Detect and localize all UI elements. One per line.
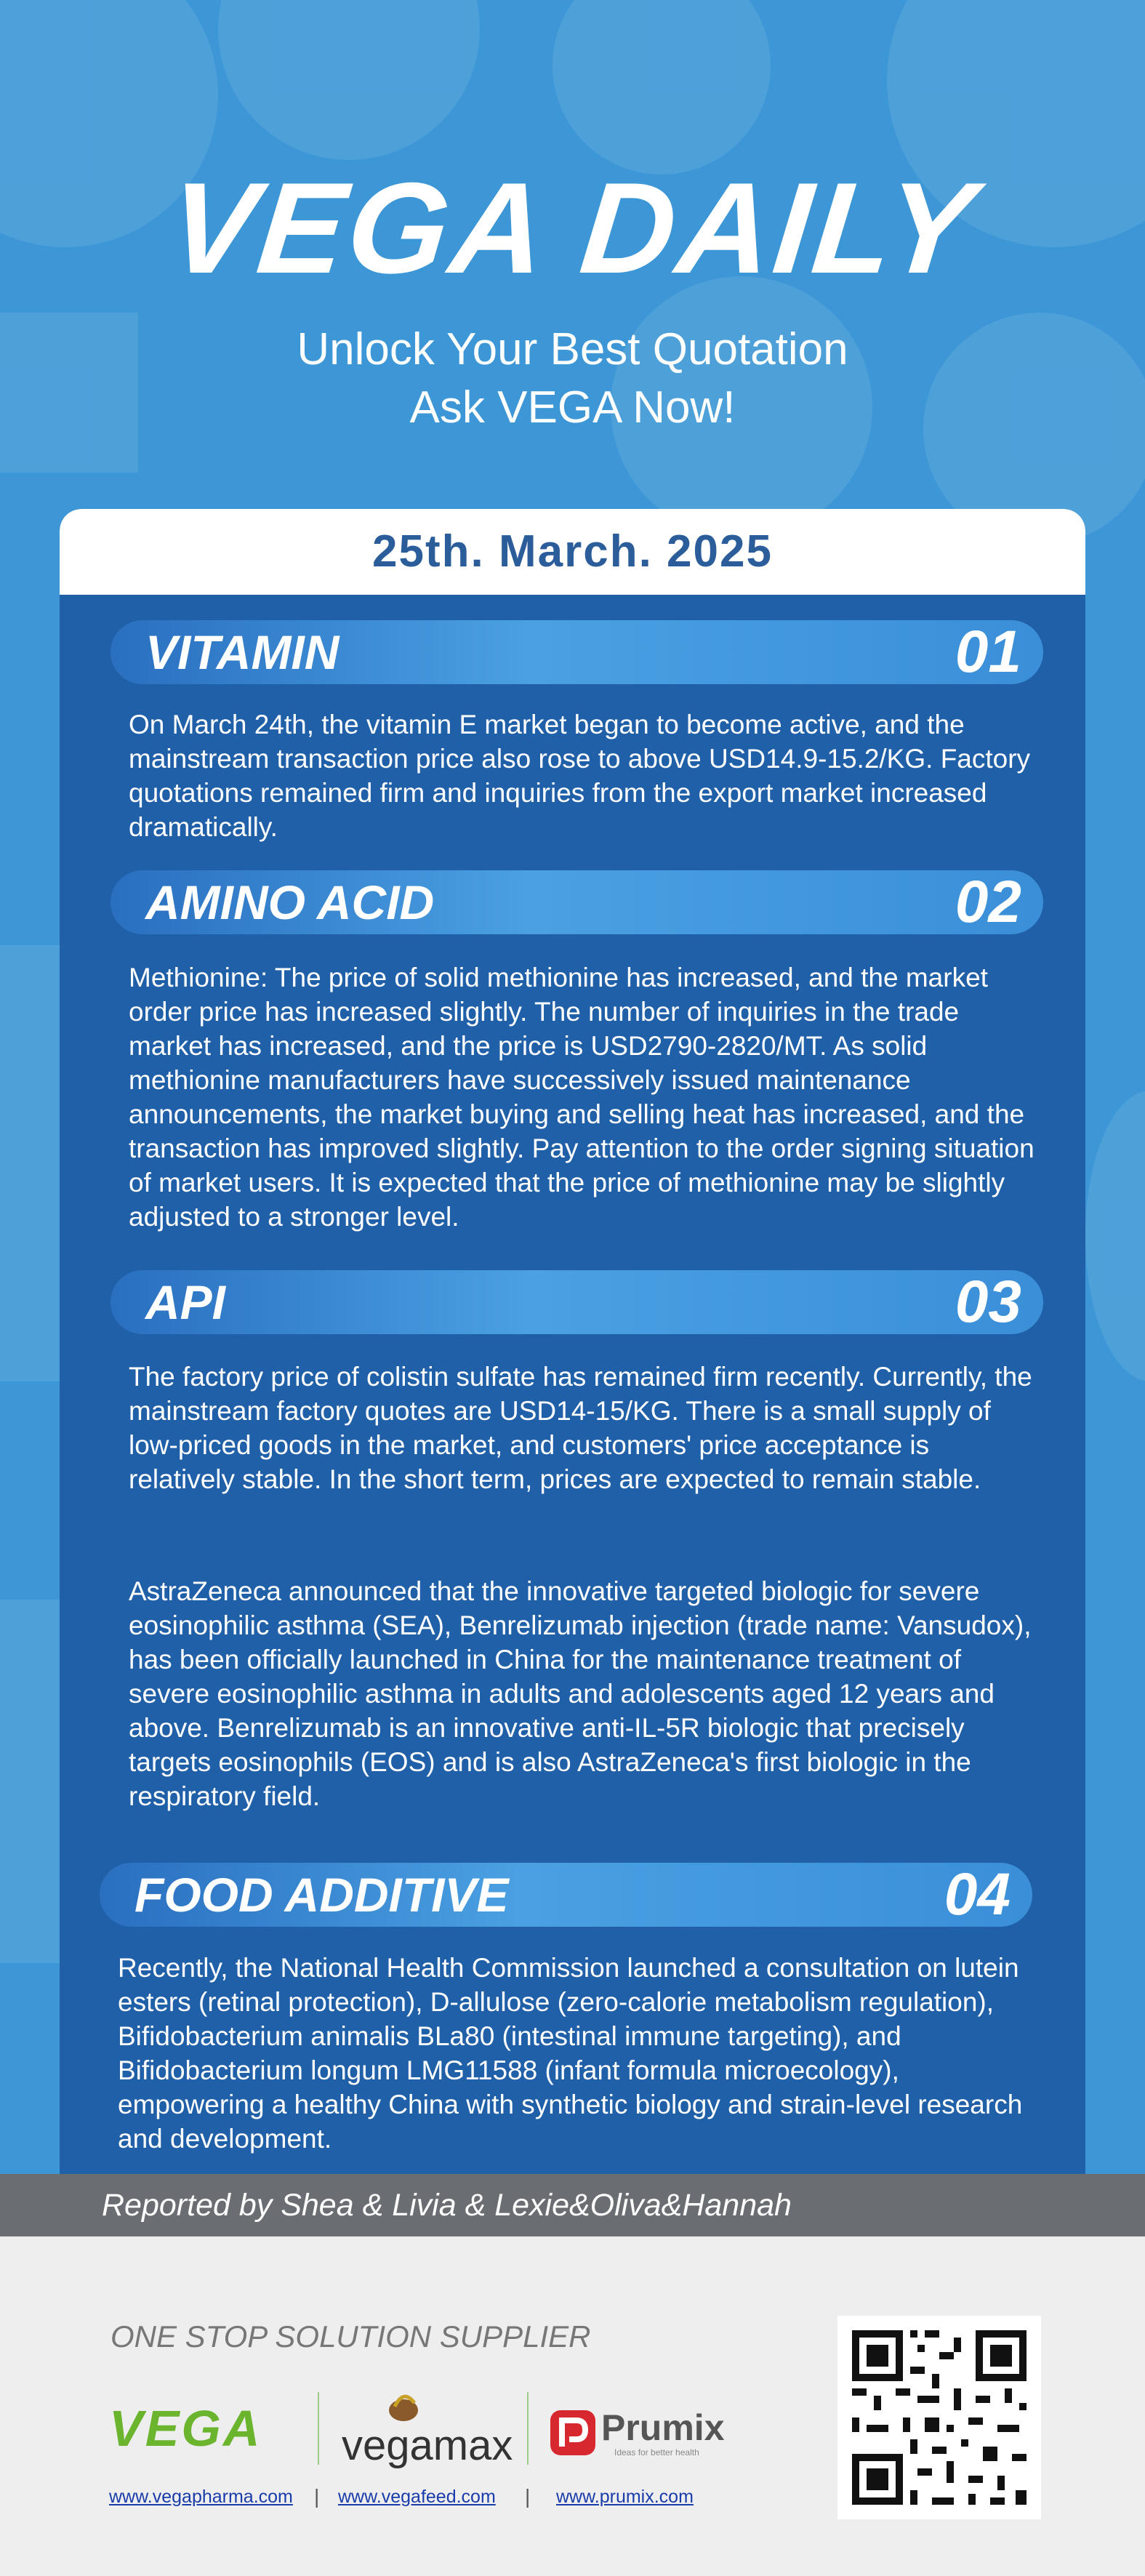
prumix-logo [550, 2407, 739, 2465]
subtitle-line-2: Ask VEGA Now! [409, 382, 736, 433]
bg-decor-circle [218, 0, 480, 160]
section-paragraph: Recently, the National Health Commission launched a consultation on lutein esters (retinal protection), D-allulose (zero-calorie metabolism regulation), Bifidobacterium animalis BLa80 (intestinal immune targeting), and Bifidobacterium longum LMG11588 (infant formula microecology), empowering a healthy China with synthetic biology and strain-level research and development. [118, 1953, 1023, 2154]
page-title: VEGA DAILY [162, 156, 984, 300]
section-number: 02 [955, 869, 1021, 935]
prumix-tagline: Ideas for better health [614, 2447, 699, 2457]
url-vegapharma[interactable]: www.vegapharma.com [109, 2487, 293, 2507]
section-title: FOOD ADDITIVE [134, 1868, 509, 1922]
section-header-api [111, 1270, 1043, 1334]
bg-decor-rect [0, 1600, 60, 1963]
vega-logo-text: VEGA [109, 2400, 262, 2457]
section-paragraph: AstraZeneca announced that the innovative targeted biologic for severe eosinophilic asthma (SEA), Benrelizumab injection (trade name: Vansudox), has been officially launched in China for the maintenance treatment of severe eosinophilic asthma in adults and adolescents aged 12 years and above. Benrelizumab is an innovative anti-IL-5R biologic that precisely targets eosinophils (EOS) and is also AstraZeneca's first biologic in the respiratory field. [129, 1576, 1032, 1811]
section-header-food-additive [100, 1863, 1032, 1927]
bg-decor-rect [0, 945, 60, 1381]
reporter-bar [0, 2174, 1145, 2236]
reporter-credit: Reported by Shea & Livia & Lexie&Oliva&Hannah [102, 2188, 792, 2223]
section-header-vitamin [111, 620, 1043, 684]
section-number: 01 [955, 619, 1021, 685]
section-title: API [145, 1275, 226, 1329]
section-paragraph: Methionine: The price of solid methionine has increased, and the market order price has increased slightly. The number of inquiries in the trade market has increased, and the price is USD2790-2820/MT. As solid methionine manufacturers have successively issued maintenance announcements, the market buying and selling heat has increased, and the transaction has improved slightly. Pay attention to the order signing situation of market users. It is expected that the price of methionine may be slightly adjusted to a stronger level. [129, 963, 1034, 1232]
url-separator: | [314, 2485, 320, 2508]
vegamax-logo-text: vegamax [342, 2422, 513, 2469]
footer-slogan: ONE STOP SOLUTION SUPPLIER [111, 2319, 591, 2354]
logo-divider [318, 2392, 319, 2465]
section-title: VITAMIN [145, 625, 340, 679]
url-vegafeed[interactable]: www.vegafeed.com [338, 2487, 496, 2507]
vega-logo [109, 2399, 262, 2457]
date-banner: 25th. March. 2025 [60, 509, 1085, 595]
section-number: 03 [955, 1269, 1021, 1335]
subtitle-line-1: Unlock Your Best Quotation [297, 324, 848, 374]
section-title: AMINO ACID [145, 875, 435, 929]
content-panel [60, 509, 1085, 2174]
bg-decor-circle [1085, 1091, 1145, 1381]
leaf-icon [382, 2392, 425, 2425]
section-header-amino-acid [111, 870, 1043, 934]
logo-divider [527, 2392, 529, 2465]
qr-code[interactable] [837, 2316, 1041, 2519]
bg-decor-circle [553, 0, 771, 174]
section-paragraph: On March 24th, the vitamin E market began to become active, and the mainstream transaction price also rose to above USD14.9-15.2/KG. Factory quotations remained firm and inquiries from the export market increased dramatically. [129, 710, 1031, 842]
section-paragraph: The factory price of colistin sulfate has remained firm recently. Currently, the mainstream factory quotes are USD14-15/KG. There is a small supply of low-priced goods in the market, and customers' price acceptance is relatively stable. In the short term, prices are expected to remain stable. [129, 1362, 1032, 1494]
url-prumix[interactable]: www.prumix.com [556, 2487, 694, 2507]
prumix-logo-text: Prumix [601, 2407, 725, 2448]
section-number: 04 [944, 1861, 1011, 1927]
url-separator: | [525, 2485, 531, 2508]
qr-code-icon [837, 2316, 1041, 2519]
vegamax-logo [342, 2392, 523, 2472]
prumix-mark-icon [550, 2410, 595, 2455]
